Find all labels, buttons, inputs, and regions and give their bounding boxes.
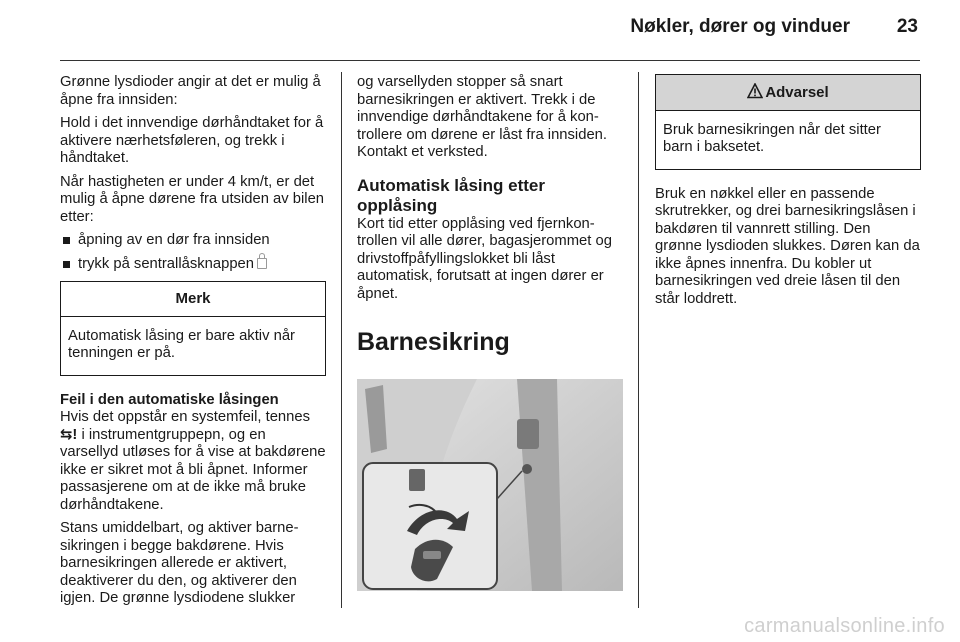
column-divider-1 [341,72,342,608]
column-divider-2 [638,72,639,608]
paragraph-green-leds: Grønne lysdioder angir at det er mulig å åpne fra innsiden: [60,74,321,108]
child-lock-illustration [357,379,623,591]
paragraph-speed: Når hastigheten er under 4 km/t, er det mulig å åpne dørene fra utsiden av bilen etter: [60,173,325,225]
lock-icon [257,258,267,269]
auto-lock-heading: Automatisk låsing etter opplåsing [357,175,545,215]
paragraph-auto-lock: Kort tid etter opplåsing ved fjernkontrollen vil alle dører, bagasjerommet og drivstoffpåfyllingslokket bli låst automatisk, forutsatt at ingen dører er åpnet. [357,215,612,302]
paragraph-door-handle: Hold i det innvendige dørhåndtaket for å aktivere nærhetsføleren, og trekk i håndtaket. [60,115,324,166]
bullet-item-open-door: åpning av en dør fra innsiden [60,232,326,250]
fault-heading: Feil i den automatiske låsingen [60,391,279,408]
note-body: Automatisk låsing er bare aktiv når tenningen er på. [68,327,295,361]
bullet-list [60,232,326,273]
watermark: carmanualsonline.info [744,615,945,637]
warning-title-bar [656,75,920,111]
paragraph-child-lock-instructions: Bruk en nøkkel eller en passende skrutrekker, og drei barnesikringslåsen i bakdøren til vannrett stilling. Den grønne lysdioden slukkes. Døren kan da ikke åpnes innenfra. Du kobler ut barnesikringen ved dreie låsen til den står loddrett. [655,185,920,307]
page-number: 23 [896,16,918,37]
page-title: Nøkler, dører og vinduer [630,16,850,37]
column-3 [655,74,921,314]
warning-title: Advarsel [765,84,829,101]
note-title: Merk [61,282,325,317]
column-1 [60,74,326,614]
note-box [60,281,326,376]
warning-box [655,74,921,170]
header-rule [60,60,920,61]
paragraph-fault: Hvis det oppstår en systemfeil, tennes ⇆! i instrumentgruppepn, og en varsellyd utløses for å vise at bakdørene ikke er sikret mot å bli åpnet. Informer passasjerene om at de ikke må bruke dørhåndtakene. [60,409,326,513]
warning-body: Bruk barnesikringen når det sitter barn i baksetet. [663,121,881,155]
warning-triangle-icon [747,83,763,99]
section-heading-child-lock: Barnesikring [357,328,510,356]
column-2 [357,74,623,597]
paragraph-stop: Stans umiddelbart, og aktiver barnesikringen i begge bakdørene. Hvis barnesikringen allerede er aktivert, deaktiverer du den, og aktiverer den igjen. De grønne lysdiodene slukker [60,520,299,606]
paragraph-continued: og varsellyden stopper så snart barnesikringen er aktivert. Trekk i de innvendige dørhåndtakene for å kontrollere om dørene er låst fra innsiden. Kontakt et verksted. [357,74,608,160]
bullet-item-central-lock: trykk på sentrallåsknappen [60,256,326,274]
door-warning-icon: ⇆! [60,426,78,443]
